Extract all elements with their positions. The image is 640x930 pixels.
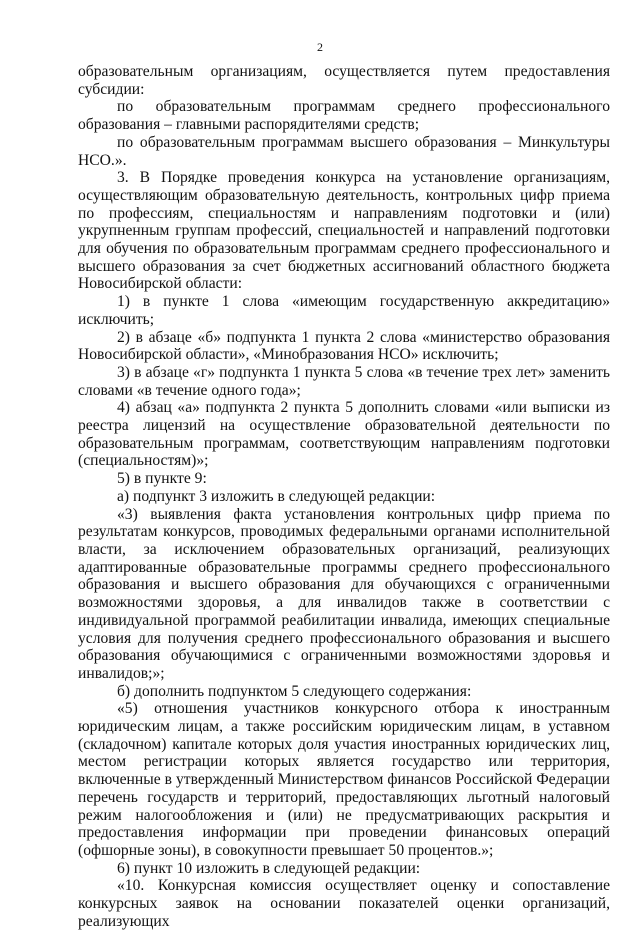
paragraph: 2) в абзаце «б» подпункта 1 пункта 2 слова «министерство образования Новосибирской области», «Минобразования НСО» исключить; <box>78 328 610 364</box>
paragraph: 6) пункт 10 изложить в следующей редакции: <box>117 859 421 877</box>
paragraph: 3) в абзаце «г» подпункта 1 пункта 5 слова «в течение трех лет» заменить словами «в течение одного года»; <box>78 363 610 399</box>
paragraph: по образовательным программам среднего профессионального образования – главными распорядителями средств; <box>78 98 610 134</box>
paragraph: 3. В Порядке проведения конкурса на установление организациям, осуществляющим образовательную деятельность, контрольных цифр приема по профессиям, специальностям и направлениям подготовки и (или) укрупненным группам профессий, специальностей и направлений подготовки для обучения по образовательным программам среднего профессионального и высшего образования за счет бюджетных ассигнований областного бюджета Новосибирской области: <box>78 169 610 293</box>
paragraph: б) дополнить подпунктом 5 следующего содержания: <box>117 682 472 700</box>
paragraph: «10. Конкурсная комиссия осуществляет оценку и сопоставление конкурсных заявок на основании показателей оценки организаций, реализующих <box>78 877 610 930</box>
paragraph: «5) отношения участников конкурсного отбора к иностранным юридическим лицам, а также российским юридическим лицам, в уставном (складочном) капитале которых доля участия иностранных юридических лиц, местом регистрации которых является государство или территория, включенные в утвержденный Министерством финансов Российской Федерации перечень государств и территорий, предоставляющих льготный налоговый режим налогообложения и (или) не предусматривающих раскрытия и предоставления информации при проведении финансовых операций (офшорные зоны), в совокупности превышает 50 процентов.»; <box>78 700 610 859</box>
page-number: 2 <box>317 40 323 54</box>
paragraph: 4) абзац «а» подпункта 2 пункта 5 дополнить словами «или выписки из реестра лицензий на осуществление образовательной деятельности по образовательным программам, соответствующим направлениям подготовки (специальностям)»; <box>78 399 610 470</box>
paragraph: по образовательным программам высшего образования – Минкультуры НСО.». <box>78 133 610 169</box>
paragraph: «3) выявления факта установления контрольных цифр приема по результатам конкурсов, проводимых федеральными органами исполнительной власти, за исключением образовательных организаций, реализующих адаптированные образовательные программы среднего профессионального образования и высшего образования для обучающихся с ограниченными возможностями здоровья, а для инвалидов также в соответствии с индивидуальной программой реабилитации инвалида, имеющих специальные условия для получения среднего профессионального образования и высшего образования обучающимися с ограниченными возможностями здоровья и инвалидов;»; <box>78 505 610 682</box>
paragraph: а) подпункт 3 изложить в следующей редакции: <box>117 487 436 505</box>
paragraph: 5) в пункте 9: <box>117 470 207 488</box>
document-body <box>78 63 610 930</box>
paragraph: 1) в пункте 1 слова «имеющим государственную аккредитацию» исключить; <box>78 293 610 328</box>
paragraph: образовательным организациям, осуществляется путем предоставления субсидии: <box>78 63 610 98</box>
